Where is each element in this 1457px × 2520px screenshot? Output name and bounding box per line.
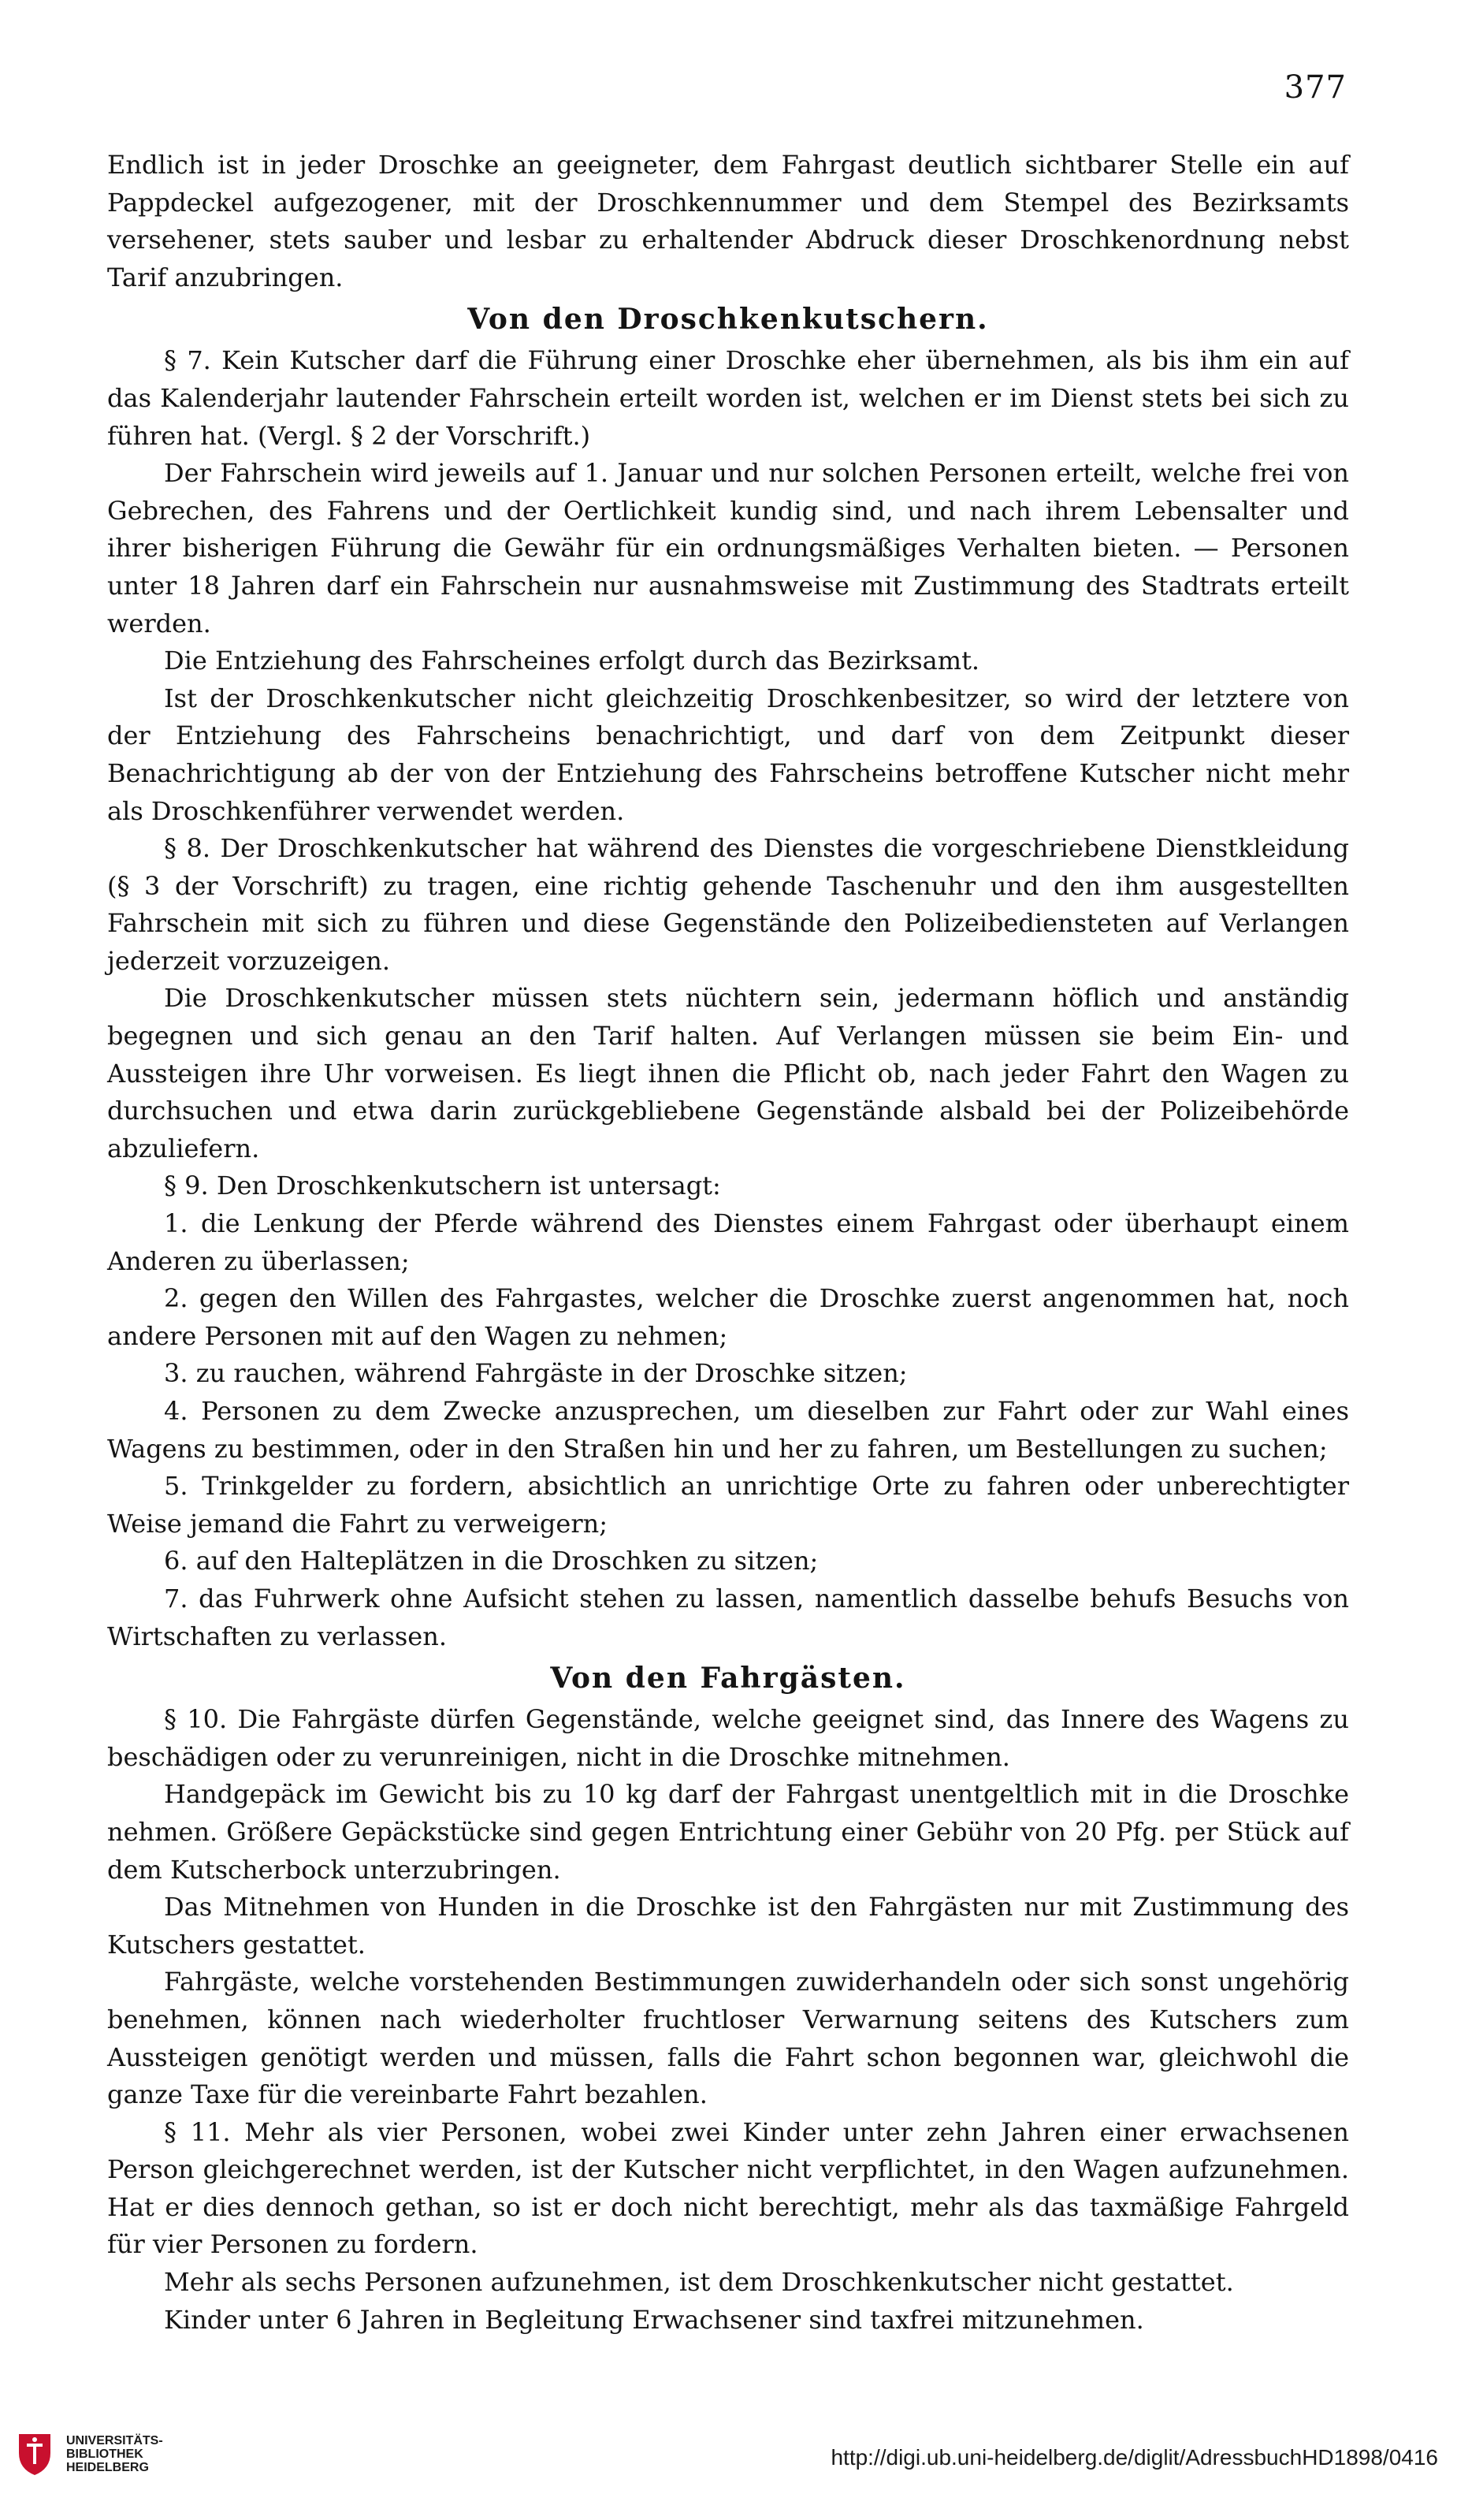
- paragraph: Ist der Droschkenkutscher nicht gleichzeitig Droschkenbesitzer, so wird der letztere von der Entziehung des Fahrscheins benachrichtigt, und darf von dem Zeitpunkt dieser Benachrichtigung ab der von der Entziehung des Fahrscheins betroffene Kutscher nicht mehr als Droschkenführer verwendet werden.: [107, 683, 1349, 826]
- paragraph: § 10. Die Fahrgäste dürfen Gegenstände, welche geeignet sind, das Innere des Wagens zu beschädigen oder zu verunreinigen, nicht in die Droschke mitnehmen.: [107, 1704, 1349, 1772]
- source-url-link[interactable]: http://digi.ub.uni-heidelberg.de/diglit/AdressbuchHD1898/0416: [831, 2445, 1438, 2470]
- paragraph: § 11. Mehr als vier Personen, wobei zwei Kinder unter zehn Jahren einer erwachsenen Person gleichgerechnet werden, ist der Kutscher nicht verpflichtet, in den Wagen aufzunehmen. Hat er dies dennoch gethan, so ist er doch nicht berechtigt, mehr als das taxmäßige Fahrgeld für vier Personen zu fordern.: [107, 2116, 1349, 2260]
- library-name-line: BIBLIOTHEK: [66, 2447, 143, 2461]
- footer: [0, 2410, 1457, 2497]
- list-item: 7. das Fuhrwerk ohne Aufsicht stehen zu lassen, namentlich dasselbe behufs Besuchs von Wirtschaften zu verlassen.: [107, 1583, 1349, 1651]
- library-name-line: UNIVERSITÄTS-: [66, 2434, 163, 2447]
- page-number: 377: [1284, 69, 1347, 106]
- paragraph: Handgepäck im Gewicht bis zu 10 kg darf der Fahrgast unentgeltlich mit in die Droschke nehmen. Größere Gepäckstücke sind gegen Entrichtung einer Gebühr von 20 Pfg. per Stück auf dem Kutscherbock unterzubringen.: [107, 1779, 1349, 1885]
- paragraph: § 7. Kein Kutscher darf die Führung einer Droschke eher übernehmen, als bis ihm ein auf das Kalenderjahr lautender Fahrschein erteilt worden ist, welchen er im Dienst stets bei sich zu führen hat. (Vergl. § 2 der Vorschrift.): [107, 345, 1349, 451]
- list-item: 3. zu rauchen, während Fahrgäste in der Droschke sitzen;: [164, 1358, 908, 1389]
- list-item: 1. die Lenkung der Pferde während des Dienstes einem Fahrgast oder überhaupt einem Anderen zu überlassen;: [107, 1208, 1349, 1276]
- document-body: [107, 147, 1349, 2339]
- library-name: [66, 2434, 163, 2474]
- section-heading-kutscher: Von den Droschkenkutschern.: [467, 303, 989, 337]
- list-item: 6. auf den Halteplätzen in die Droschken zu sitzen;: [164, 1546, 819, 1576]
- paragraph: Mehr als sechs Personen aufzunehmen, ist dem Droschkenkutscher nicht gestattet.: [164, 2267, 1234, 2298]
- paragraph: Endlich ist in jeder Droschke an geeigneter, dem Fahrgast deutlich sichtbarer Stelle ein auf Pappdeckel aufgezogener, mit der Droschkennummer und dem Stempel des Bezirksamts versehener, stets sauber und lesbar zu erhaltender Abdruck dieser Droschkenordnung nebst Tarif anzubringen.: [107, 150, 1349, 292]
- university-library-logo-icon: [14, 2429, 55, 2477]
- paragraph: Die Entziehung des Fahrscheines erfolgt durch das Bezirksamt.: [164, 646, 980, 676]
- paragraph: Die Droschkenkutscher müssen stets nüchtern sein, jedermann höflich und anständig begegnen und sich genau an den Tarif halten. Auf Verlangen müssen sie beim Ein- und Aussteigen ihre Uhr vorweisen. Es liegt ihnen die Pflicht ob, nach jeder Fahrt den Wagen zu durchsuchen und etwa darin zurückgebliebene Gegenstände alsbald bei der Polizeibehörde abzuliefern.: [107, 983, 1349, 1163]
- paragraph: Das Mitnehmen von Hunden in die Droschke ist den Fahrgästen nur mit Zustimmung des Kutschers gestattet.: [107, 1892, 1349, 1960]
- list-item: 5. Trinkgelder zu fordern, absichtlich an unrichtige Orte zu fahren oder unberechtigter Weise jemand die Fahrt zu verweigern;: [107, 1471, 1349, 1539]
- library-name-line: HEIDELBERG: [66, 2461, 149, 2474]
- paragraph: Kinder unter 6 Jahren in Begleitung Erwachsener sind taxfrei mitzunehmen.: [164, 2304, 1144, 2335]
- paragraph: § 8. Der Droschkenkutscher hat während des Dienstes die vorgeschriebene Dienstkleidung (§ 3 der Vorschrift) zu tragen, eine richtig gehende Taschenuhr und den ihm ausgestellten Fahrschein mit sich zu führen und diese Gegenstände den Polizeibediensteten auf Verlangen jederzeit vorzuzeigen.: [107, 833, 1349, 976]
- section-heading-fahrgaeste: Von den Fahrgästen.: [550, 1662, 906, 1696]
- list-item: 2. gegen den Willen des Fahrgastes, welcher die Droschke zuerst angenommen hat, noch andere Personen mit auf den Wagen zu nehmen;: [107, 1283, 1349, 1351]
- list-item: 4. Personen zu dem Zwecke anzusprechen, um dieselben zur Fahrt oder zur Wahl eines Wagens zu bestimmen, oder in den Straßen hin und her zu fahren, um Bestellungen zu suchen;: [107, 1396, 1349, 1464]
- paragraph: § 9. Den Droschkenkutschern ist untersagt:: [164, 1171, 721, 1201]
- paragraph: Fahrgäste, welche vorstehenden Bestimmungen zuwiderhandeln oder sich sonst ungehörig benehmen, können nach wiederholter fruchtloser Verwarnung seitens des Kutschers zum Aussteigen genötigt werden und müssen, falls die Fahrt schon begonnen war, gleichwohl die ganze Taxe für die vereinbarte Fahrt bezahlen.: [107, 1967, 1349, 2110]
- paragraph: Der Fahrschein wird jeweils auf 1. Januar und nur solchen Personen erteilt, welche frei von Gebrechen, des Fahrens und der Oertlichkeit kundig sind, und nach ihrem Lebensalter und ihrer bisherigen Führung die Gewähr für ein ordnungsmäßiges Verhalten bieten. — Personen unter 18 Jahren darf ein Fahrschein nur ausnahmsweise mit Zustimmung des Stadtrats erteilt werden.: [107, 458, 1349, 638]
